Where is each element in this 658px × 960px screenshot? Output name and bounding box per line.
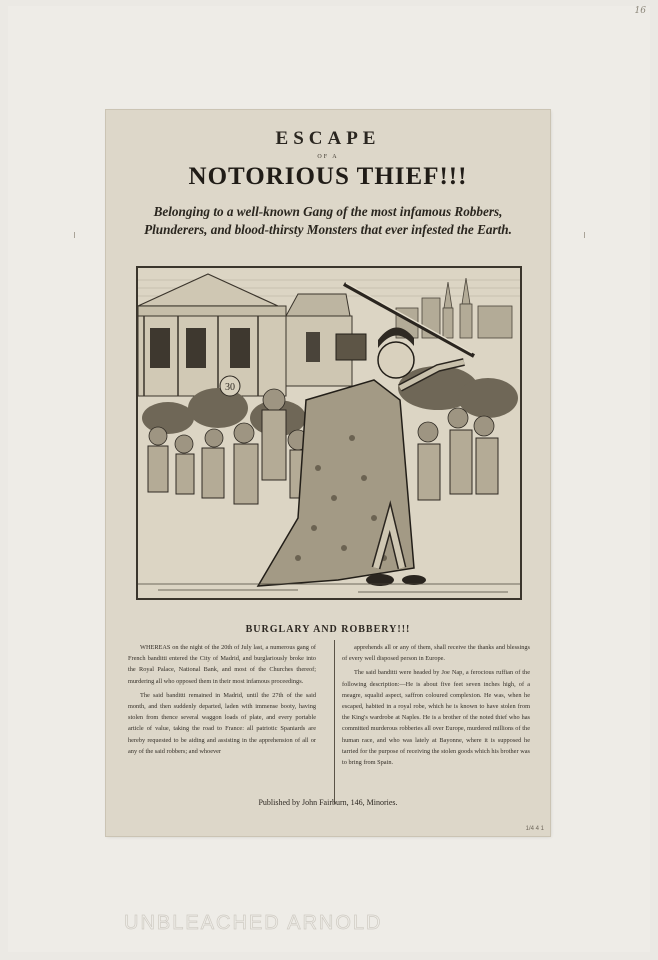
subtitle-line-2: Plunderers, and blood-thirsty Monsters that ever infested the Earth. [144,222,512,237]
title-notorious-thief: NOTORIOUS THIEF!!! [188,163,468,190]
engraving-illustration [136,266,522,600]
section-heading: BURGLARY AND ROBBERY!!! [245,624,411,635]
title-of-a: OF A [317,154,339,160]
title-escape: ESCAPE [275,128,381,149]
left-text-column [128,642,316,760]
right-text-column [342,642,530,771]
right-margin-tick [584,232,585,238]
subtitle [124,203,532,239]
right-paragraph-1: apprehends all or any of them, shall receive the thanks and blessings of every well disposed person in Europe. [342,644,530,663]
publisher-line: Published by John Fairburn, 146, Minories. [258,798,398,807]
right-paragraph-2: The said banditti were headed by Joe Nap, a ferocious ruffian of the following description:—He is about five feet seven inches high, of a meagre, squalid aspect, saffron coloured complexion. He was, when he escaped, habited in a royal robe, which he is known to have stolen from the King's wardrobe at Naples. He is a brother of the noted thief who has committed murderous robberies all over Europe, murdered millions of the human race, and who was lately at Bayonne, where it is supposed he tarried for the purpose of receiving the stolen goods which his brother was to bring from Spain. [342,669,530,767]
left-paragraph-2: The said banditti remained in Madrid, until the 27th of the said month, and then suddenly departed, laden with immense booty, having stolen from thence several waggon loads of plate, and every portable article of value, taking the road to France: all patriotic Spaniards are hereby requested to be aiding and assisting in the apprehension of all or any of the said robbers; and whoever [128,691,316,755]
engraving-icon [138,268,520,598]
sheet-number: 1/4 4 1 [525,826,544,832]
left-paragraph-1: WHEREAS on the night of the 20th of July last, a numerous gang of French banditti entered the City of Madrid, and burglariously broke into the Royal Palace, National Bank, and most of the Churches thereof; murdering all who opposed them in their most infamous proceedings. [128,644,316,685]
left-margin-tick [74,232,75,238]
subtitle-line-1: Belonging to a well-known Gang of the most infamous Robbers, [153,204,503,219]
broadside-sheet [106,110,550,836]
engraving-sign-number: 30 [225,382,235,393]
watermark-stamp: UNBLEACHED ARNOLD [124,912,383,934]
column-divider [334,640,335,804]
corner-page-note: 16 [634,6,646,16]
